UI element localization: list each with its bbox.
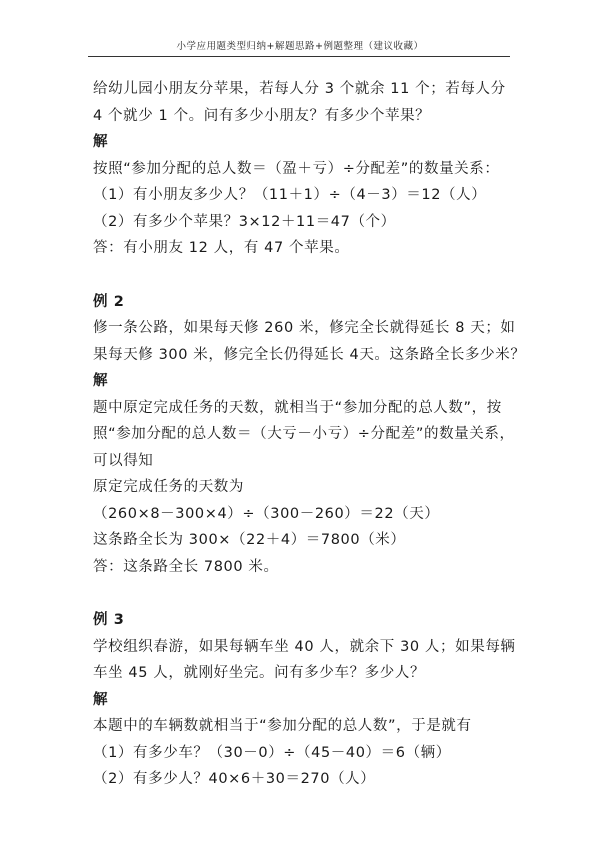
document-body xyxy=(93,76,526,793)
problem-line: 学校组织春游，如果每辆车坐 40 人，就余下 30 人；如果每辆 xyxy=(93,638,516,655)
problem-line: 4 个就少 1 个。问有多少小朋友？有多少个苹果？ xyxy=(93,107,431,124)
solution-line: 题中原定完成任务的天数，就相当于“参加分配的总人数”，按 xyxy=(93,399,502,416)
solution-line: （2）有多少人？40×6＋30＝270（人） xyxy=(93,771,376,787)
solution-line: 按照“参加分配的总人数＝（盈＋亏）÷分配差”的数量关系： xyxy=(93,160,500,177)
spacer xyxy=(93,262,513,289)
solution-line: （1）有多少车？（30－0）÷（45－40）＝6（辆） xyxy=(93,744,451,761)
example-heading: 例 3 xyxy=(93,612,125,628)
solution-line: 照“参加分配的总人数＝（大亏－小亏）÷分配差”的数量关系， xyxy=(93,426,515,442)
solution-line: 可以得知 xyxy=(93,452,154,469)
example-heading: 例 2 xyxy=(93,293,125,310)
solution-line: 原定完成任务的天数为 xyxy=(93,479,244,495)
problem-line: 果每天修 300 米，修完全长仍得延长 4天。这条路全长多少米？ xyxy=(93,346,526,363)
answer-line: 答：这条路全长 7800 米。 xyxy=(93,558,279,575)
solution-line: （260×8－300×4）÷（300－260）＝22（天） xyxy=(93,505,440,522)
solution-line: 这条路全长为 300×（22＋4）＝7800（米） xyxy=(93,532,406,548)
solution-line: 本题中的车辆数就相当于“参加分配的总人数”，于是就有 xyxy=(93,718,472,734)
page-header: 小学应用题类型归纳+解题思路+例题整理（建议收藏） xyxy=(176,41,424,52)
solution-label: 解 xyxy=(93,691,109,708)
solution-label: 解 xyxy=(93,373,109,389)
solution-label: 解 xyxy=(93,134,109,150)
solution-line: （1）有小朋友多少人？（11＋1）÷（4－3）＝12（人） xyxy=(93,187,487,203)
problem-line: 车坐 45 人，就刚好坐完。问有多少车？多少人？ xyxy=(93,665,426,681)
problem-line: 给幼儿园小朋友分苹果，若每人分 3 个就余 11 个；若每人分 xyxy=(93,81,506,97)
answer-line: 答：有小朋友 12 人，有 47 个苹果。 xyxy=(93,240,350,256)
problem-line: 修一条公路，如果每天修 260 米，修完全长就得延长 8 天；如 xyxy=(93,320,516,336)
header-divider xyxy=(88,56,510,57)
spacer xyxy=(93,580,513,607)
solution-line: （2）有多少个苹果？3×12＋11＝47（个） xyxy=(93,213,396,230)
